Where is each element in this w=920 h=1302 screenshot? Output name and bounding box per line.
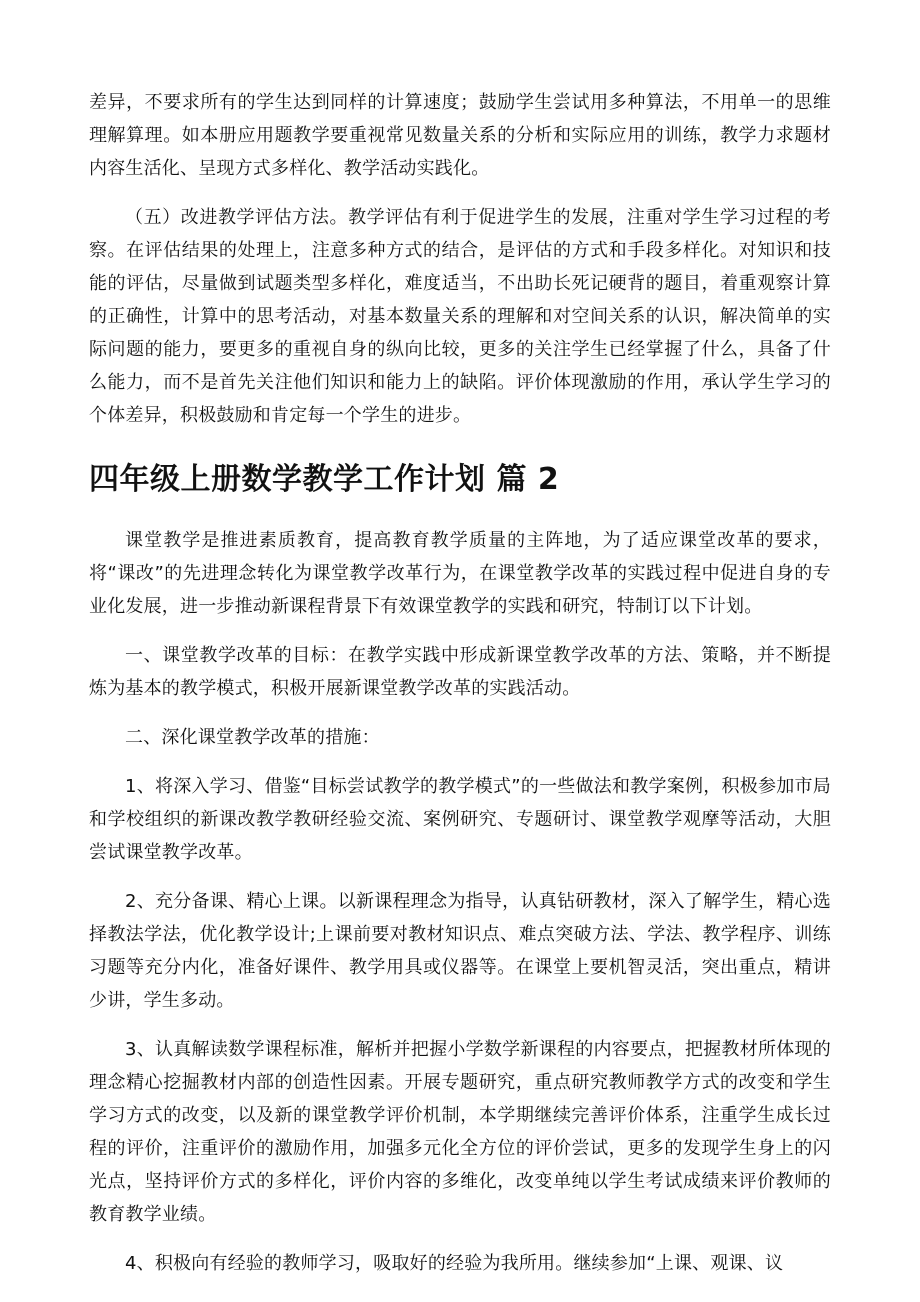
paragraph-measures-heading: 二、深化课堂教学改革的措施： — [125, 727, 380, 748]
section-title: 四年级上册数学教学工作计划 篇 2 — [89, 462, 560, 497]
paragraph-measure-4: 4、积极向有经验的教师学习，吸取好的经验为我所用。继续参加“上课、观课、议 — [125, 1253, 784, 1274]
paragraph-measure-3: 3、认真解读数学课程标准，解析并把握小学数学新课程的内容要点，把握教材所体现的理念精心挖掘教材内部的创造性因素。开展专题研究，重点研究教师教学方式的改变和学生学习方式的改变，以及新的课堂教学评价机制，本学期继续完善评价体系，注重学生成长过程的评价，注重评价的激励作用，加强多元化全方位的评价尝试，更多的发现学生身上的闪光点，坚持评价方式的多样化，评价内容的多维化，改变单纯以学生考试成绩来评价教师的教育教学业绩。 — [89, 1039, 831, 1225]
document-body — [89, 86, 831, 1296]
paragraph-goal: 一、课堂教学改革的目标：在教学实践中形成新课堂教学改革的方法、策略，并不断提炼为基本的教学模式，积极开展新课堂教学改革的实践活动。 — [89, 645, 831, 699]
paragraph-measure-2: 2、充分备课、精心上课。以新课程理念为指导，认真钻研教材，深入了解学生，精心选择教法学法，优化教学设计;上课前要对教材知识点、难点突破方法、学法、教学程序、训练习题等充分内化，准备好课件、教学用具或仪器等。在课堂上要机智灵活，突出重点，精讲少讲，学生多动。 — [89, 891, 831, 1011]
paragraph-continuation: 差异，不要求所有的学生达到同样的计算速度；鼓励学生尝试用多种算法，不用单一的思维理解算理。如本册应用题教学要重视常见数量关系的分析和实际应用的训练，教学力求题材内容生活化、呈现方式多样化、教学活动实践化。 — [89, 92, 831, 179]
paragraph-intro: 课堂教学是推进素质教育，提高教育教学质量的主阵地，为了适应课堂改革的要求，将“课改”的先进理念转化为课堂教学改革行为，在课堂教学改革的实践过程中促进自身的专业化发展，进一步推动新课程背景下有效课堂教学的实践和研究，特制订以下计划。 — [89, 530, 831, 617]
paragraph-evaluation-method: （五）改进教学评估方法。教学评估有利于促进学生的发展，注重对学生学习过程的考察。在评估结果的处理上，注意多种方式的结合，是评估的方式和手段多样化。对知识和技能的评估，尽量做到试题类型多样化，难度适当，不出助长死记硬背的题目，着重观察计算的正确性，计算中的思考活动，对基本数量关系的理解和对空间关系的认识，解决简单的实际问题的能力，要更多的重视自身的纵向比较，更多的关注学生已经掌握了什么，具备了什么能力，而不是首先关注他们知识和能力上的缺陷。评价体现激励的作用，承认学生学习的个体差异，积极鼓励和肯定每一个学生的进步。 — [89, 207, 831, 426]
paragraph-measure-1: 1、将深入学习、借鉴“目标尝试教学的教学模式”的一些做法和教学案例，积极参加市局和学校组织的新课改教学教研经验交流、案例研究、专题研讨、课堂教学观摩等活动，大胆尝试课堂教学改革。 — [89, 776, 831, 863]
